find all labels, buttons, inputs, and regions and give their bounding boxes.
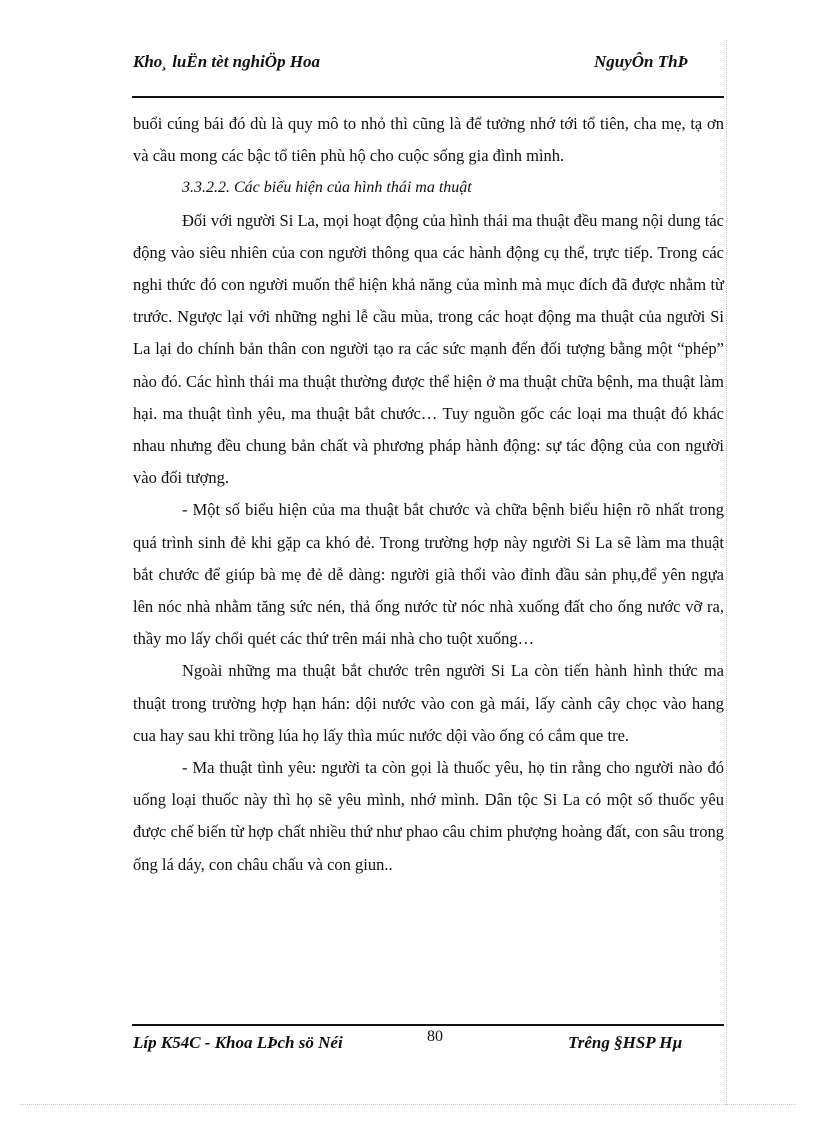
header-author-name: NguyÔn ThÞ [594,52,688,71]
footer-rule [132,1024,724,1026]
section-heading: 3.3.2.2. Các biểu hiện của hình thái ma thuật [182,179,472,197]
paragraph-magic-forms: Đối với người Si La, mọi hoạt động của hình thái ma thuật đều mang nội dung tác động vào siêu nhiên của con người thông qua các hành động cụ thể, trực tiếp. Trong các nghi thức đó con người muốn thể hiện khả năng của mình mà mục đích đã được nhằm từ trước. Ngược lại với những nghi lễ cầu mùa, trong các hoạt động ma thuật của người Si La lại do chính bản thân con người tạo ra các sức mạnh đến đối tượng bằng một “phép” nào đó. Các hình thái ma thuật thường được thể hiện ở ma thuật chữa bệnh, ma thuật làm hại. ma thuật tình yêu, ma thuật bắt chước… Tuy nguồn gốc các loại ma thuật đó khác nhau nhưng đều chung bản chất và phương pháp hành động: sự tác động của con người vào đối tượng. [133,210,724,488]
body-text [133,108,724,881]
footer-class-name: Líp K54C - Khoa LÞch sö Néi [133,1033,343,1052]
paragraph-love-magic: - Ma thuật tình yêu: người ta còn gọi là thuốc yêu, họ tin rằng cho người nào đó uống loại thuốc này thì họ sẽ yêu mình, nhớ mình. Dân tộc Si La có một số thuốc yêu được chế biến từ hợp chất nhiều thứ như phao câu chim phượng hoàng đất, con sâu trong ống lá dáy, con châu chấu và con giun.. [133,758,724,874]
footer-university: Trêng §HSP Hµ [568,1033,683,1052]
paragraph-continuation: buổi cúng bái đó dù là quy mô to nhỏ thì cũng là để tưởng nhớ tới tổ tiên, cha mẹ, tạ ơn và cầu mong các bậc tổ tiên phù hộ cho cuộc sống gia đình mình. [133,114,724,166]
paragraph-imitative-magic: - Một số biểu hiện của ma thuật bắt chước và chữa bệnh biểu hiện rõ nhất trong quá trình sinh đẻ khi gặp ca khó đẻ. Trong trường hợp này người Si La sẽ làm ma thuật bắt chước để giúp bà mẹ đẻ dễ dàng: người già thổi vào đỉnh đầu sản phụ,để yên ngựa lên nóc nhà nhằm tăng sức nén, thả ống nước từ nóc nhà xuống đất cho ống nước vỡ ra, thầy mo lấy chổi quét các thứ trên mái nhà cho tuột xuống… [133,500,724,649]
header-thesis-title: Kho¸ luËn tèt nghiÖp Hoa [133,52,321,71]
page-number: 80 [427,1028,443,1045]
page-edge-bottom [20,1104,796,1106]
page-edge-right [726,40,728,1105]
header-rule [132,96,724,98]
paragraph-drought-magic: Ngoài những ma thuật bắt chước trên người Si La còn tiến hành hình thức ma thuật trong trường hợp hạn hán: dội nước vào con gà mái, lấy cành cây chọc vào hang cua hay sau khi trồng lúa họ lấy thìa múc nước dội vào ống có cắm que tre. [133,661,724,745]
